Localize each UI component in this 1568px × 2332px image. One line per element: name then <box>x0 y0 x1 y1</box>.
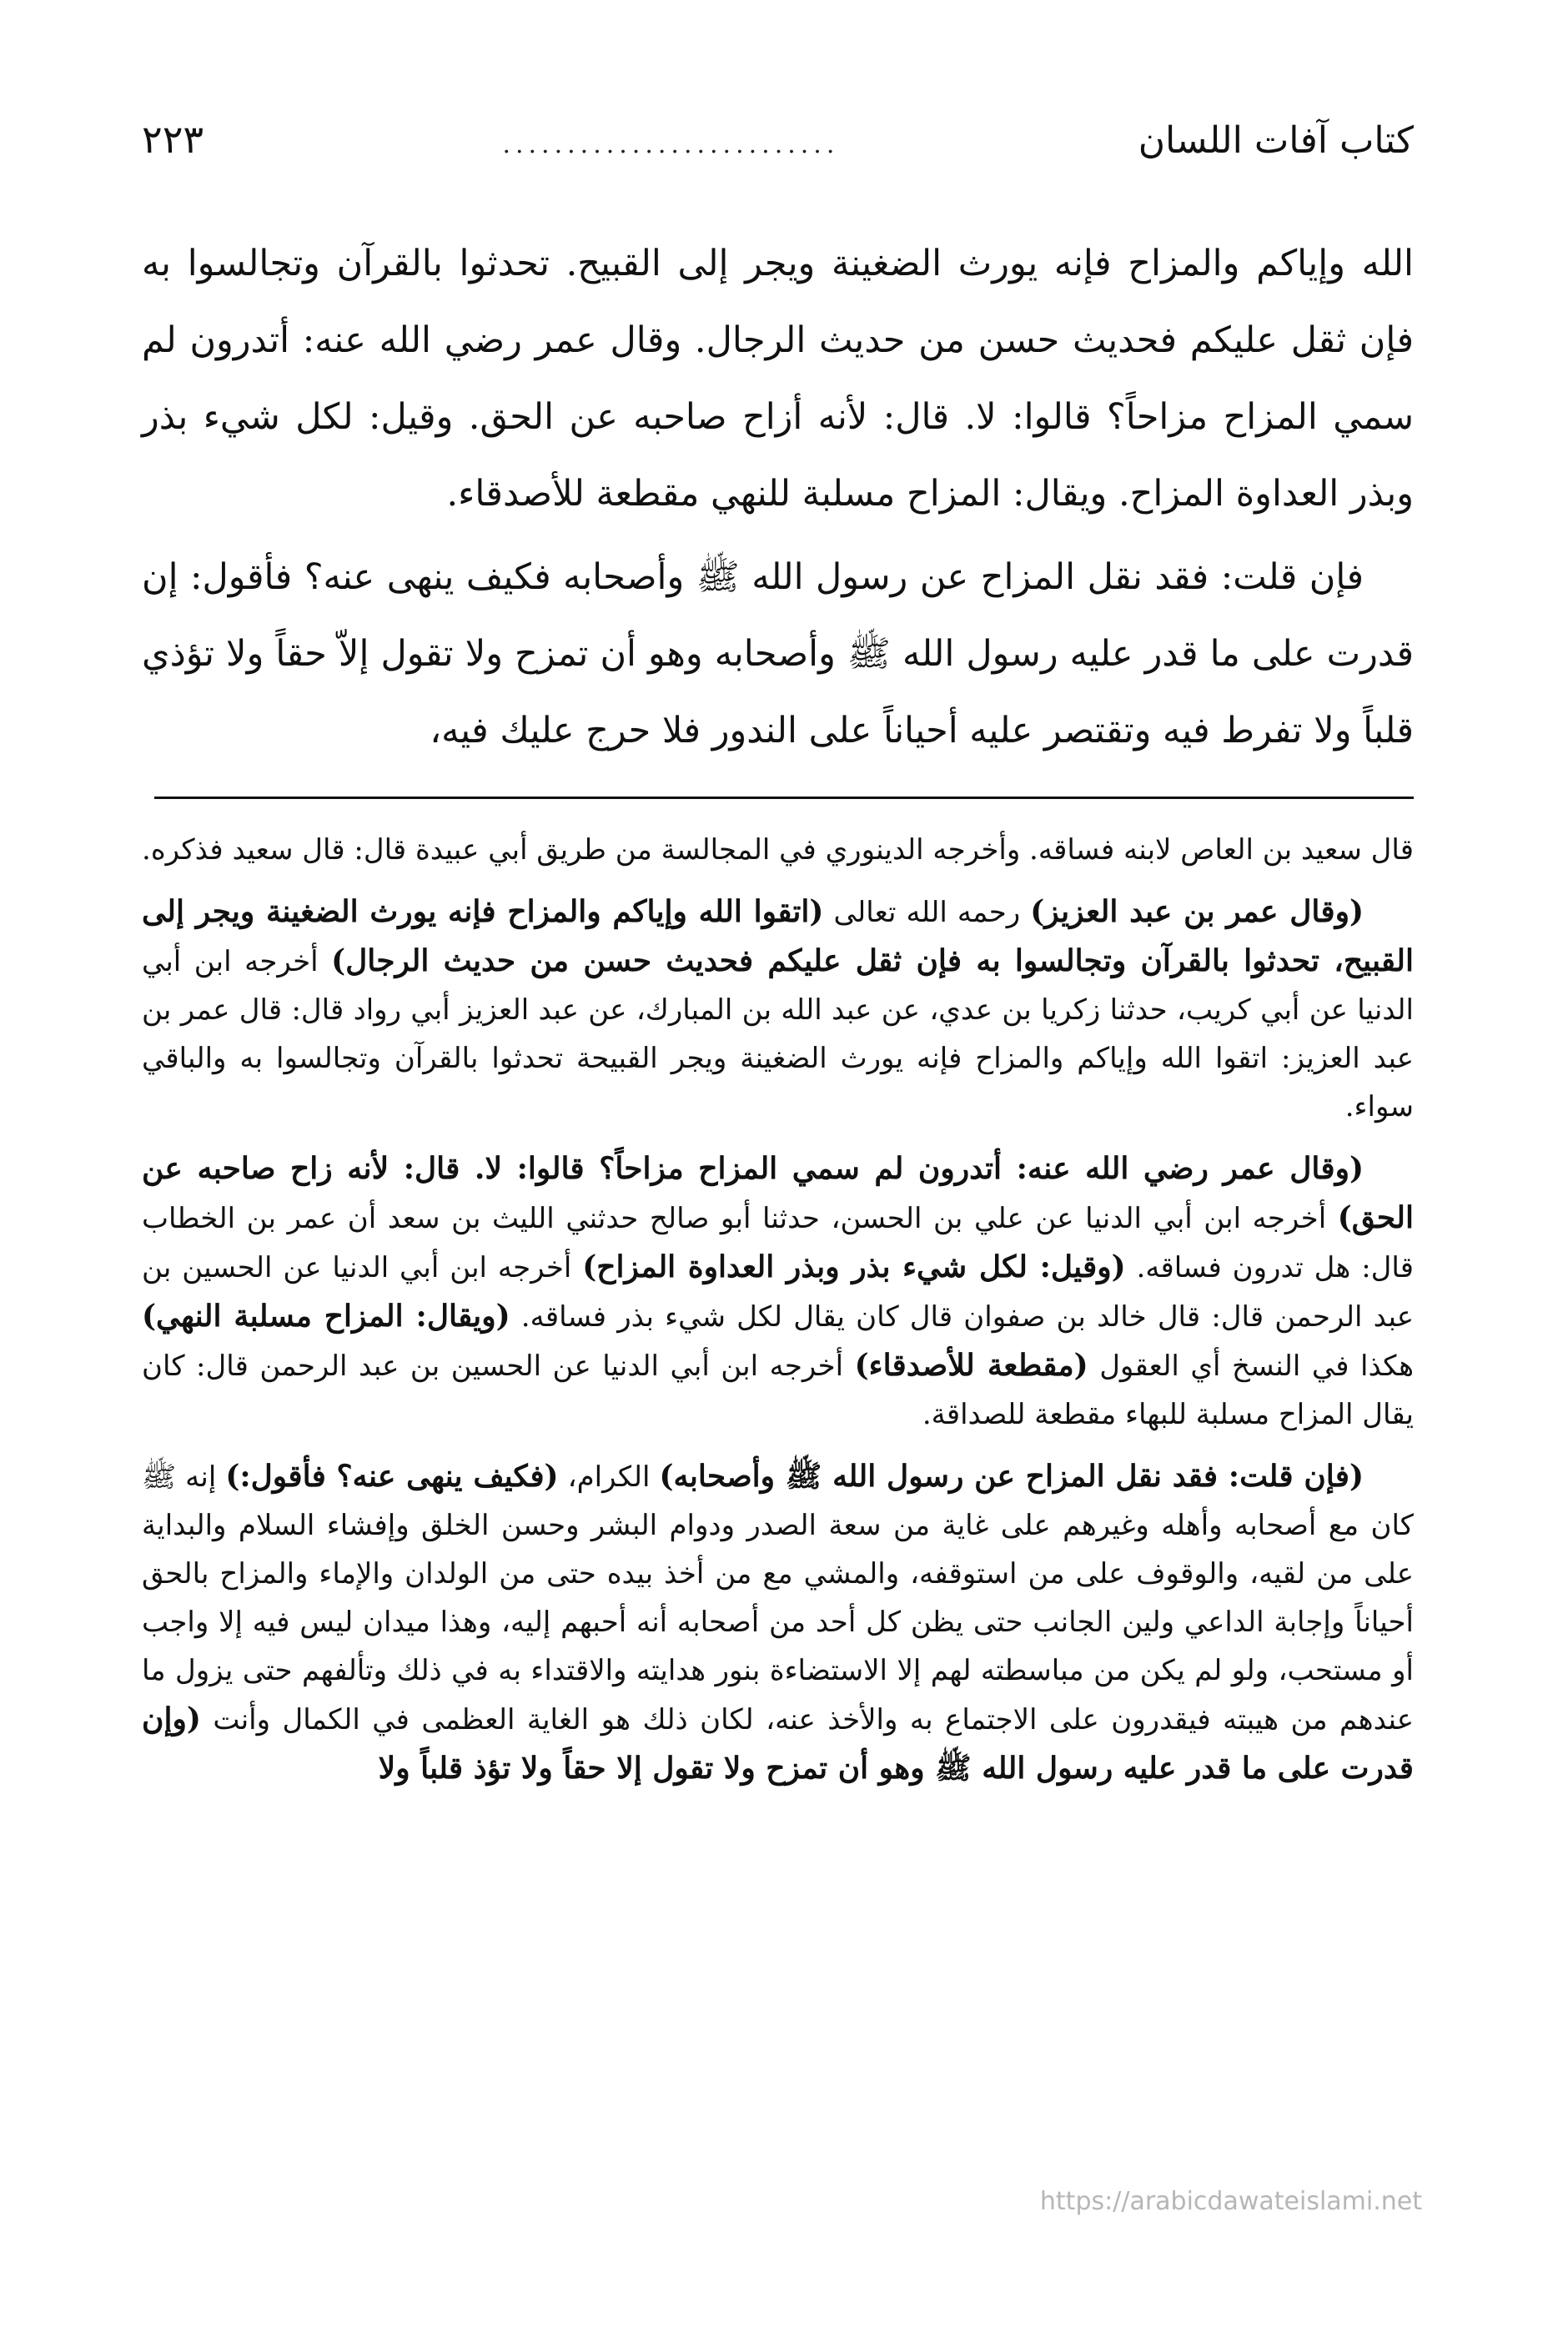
note-paragraph-2 <box>142 887 1414 1131</box>
note-text: رحمه الله تعالى <box>823 896 1031 929</box>
quoted-matn: (اتقوا الله وإياكم والمزاح فإنه يورث الضغينة ويجر إلى القبيح، تحدثوا بالقرآن وتجالسوا به فإن ثقل عليكم فحديث حسن من حديث الرجال) <box>142 894 1414 978</box>
main-paragraph-1: الله وإياكم والمزاح فإنه يورث الضغينة ويجر إلى القبيح. تحدثوا بالقرآن وتجالسوا به فإن ثقل عليكم فحديث حسن من حديث الرجال. وقال عمر رضي الله عنه: أتدرون لم سمي المزاح مزاحاً؟ قالوا: لا. قال: لأنه أزاح صاحبه عن الحق. وقيل: لكل شيء بذر وبذر العداوة المزاح. ويقال: المزاح مسلبة للنهي مقطعة للأصدقاء. <box>142 243 1414 515</box>
main-paragraph-2: فإن قلت: فقد نقل المزاح عن رسول الله ﷺ وأصحابه فكيف ينهى عنه؟ فأقول: إن قدرت على ما قدر عليه رسول الله ﷺ وأصحابه وهو أن تمزح ولا تقول إلاّ حقاً ولا تؤذي قلباً ولا تفرط فيه وتقتصر عليه أحياناً على الندور فلا حرج عليك فيه، <box>142 556 1414 751</box>
page-header <box>142 117 1414 175</box>
note-text: الكرام، <box>558 1460 660 1494</box>
main-text <box>142 225 1414 769</box>
note-paragraph-1: قال سعيد بن العاص لابنه فساقه. وأخرجه الدينوري في المجالسة من طريق أبي عبيدة قال: قال سعيد فذكره. <box>142 833 1414 867</box>
note-text: إنه ﷺ كان مع أصحابه وأهله وغيرهم على غاية من سعة الصدر ودوام البشر وحسن الخلق وإفشاء السلام والبداية على من لقيه، والوقوف على من استوقفه، والمشي مع من أخذ بيده حتى من الولدان والإماء والمزاح بالحق أحياناً وإجابة الداعي ولين الجانب حتى يظن كل أحد من أصحابه أنه أحبهم إليه، وهذا ميدان ليس فيه إلا واجب أو مستحب، ولو لم يكن من مباسطته لهم إلا الاستضاءة بنور هدايته والاقتداء به في ذلك وتألفهم حتى يزول ما عندهم من هيبته فيقدرون على الاجتماع به والأخذ عنه، لكان ذلك هو الغاية العظمى في الكمال وأنت <box>142 1460 1414 1736</box>
quoted-matn: (ويقال: المزاح مسلبة النهي) <box>142 1299 510 1334</box>
note-text: أخرجه ابن أبي الدنيا عن الحسين بن عبد الرحمن قال: قال خالد بن صفوان قال كان يقال لكل شيء بذر فساقه. <box>142 1251 1414 1334</box>
quoted-matn: (فإن قلت: فقد نقل المزاح عن رسول الله ﷺ وأصحابه) <box>659 1459 1364 1494</box>
note-text: أخرجه ابن أبي الدنيا عن الحسين بن عبد الرحمن قال: كان يقال المزاح مسلبة للبهاء مقطعة للصداقة. <box>142 1349 1414 1431</box>
note-text: هكذا في النسخ أي العقول <box>1088 1349 1414 1383</box>
quoted-matn: (وقال عمر رضي الله عنه: أتدرون لم سمي المزاح مزاحاً؟ قالوا: لا. قال: لأنه زاح صاحبه عن الحق) <box>142 1151 1414 1235</box>
book-title: كتاب آفات اللسان <box>1138 119 1414 162</box>
quoted-matn: (وقال عمر بن عبد العزيز) <box>1030 894 1364 929</box>
quoted-matn: (مقطعة للأصدقاء) <box>854 1348 1088 1383</box>
watermark-url: https://arabicdawateislami.net <box>1039 2187 1422 2216</box>
header-leader-dots: .......................... <box>502 130 840 159</box>
quoted-matn: (وقيل: لكل شيء بذر وبذر العداوة المزاح) <box>582 1249 1126 1284</box>
quoted-matn: (وإن قدرت على ما قدر عليه رسول الله ﷺ وهو أن تمزح ولا تقول إلا حقاً ولا تؤذ قلباً ولا <box>142 1701 1414 1786</box>
footnote-divider <box>154 797 1414 799</box>
note-paragraph-3 <box>142 1144 1414 1439</box>
note-text: أخرجه ابن أبي الدنيا عن أبي كريب، حدثنا زكريا بن عدي، عن عبد الله بن المبارك، عن عبد العزيز أبي رواد قال: قال عمر بن عبد العزيز: اتقوا الله وإياكم والمزاح فإنه يورث الضغينة ويجر القبيحة تحدثوا بالقرآن وتجالسوا به والباقي سواء. <box>142 945 1414 1123</box>
commentary-notes <box>142 826 1414 1807</box>
note-text: أخرجه ابن أبي الدنيا عن علي بن الحسن، حدثنا أبو صالح حدثني الليث بن سعد أن عمر بن الخطاب قال: هل تدرون فساقه. <box>142 1202 1415 1284</box>
page-number: ٢٢٣ <box>142 117 204 162</box>
note-paragraph-4 <box>142 1452 1414 1793</box>
quoted-matn: (فكيف ينهى عنه؟ فأقول:) <box>225 1459 559 1494</box>
